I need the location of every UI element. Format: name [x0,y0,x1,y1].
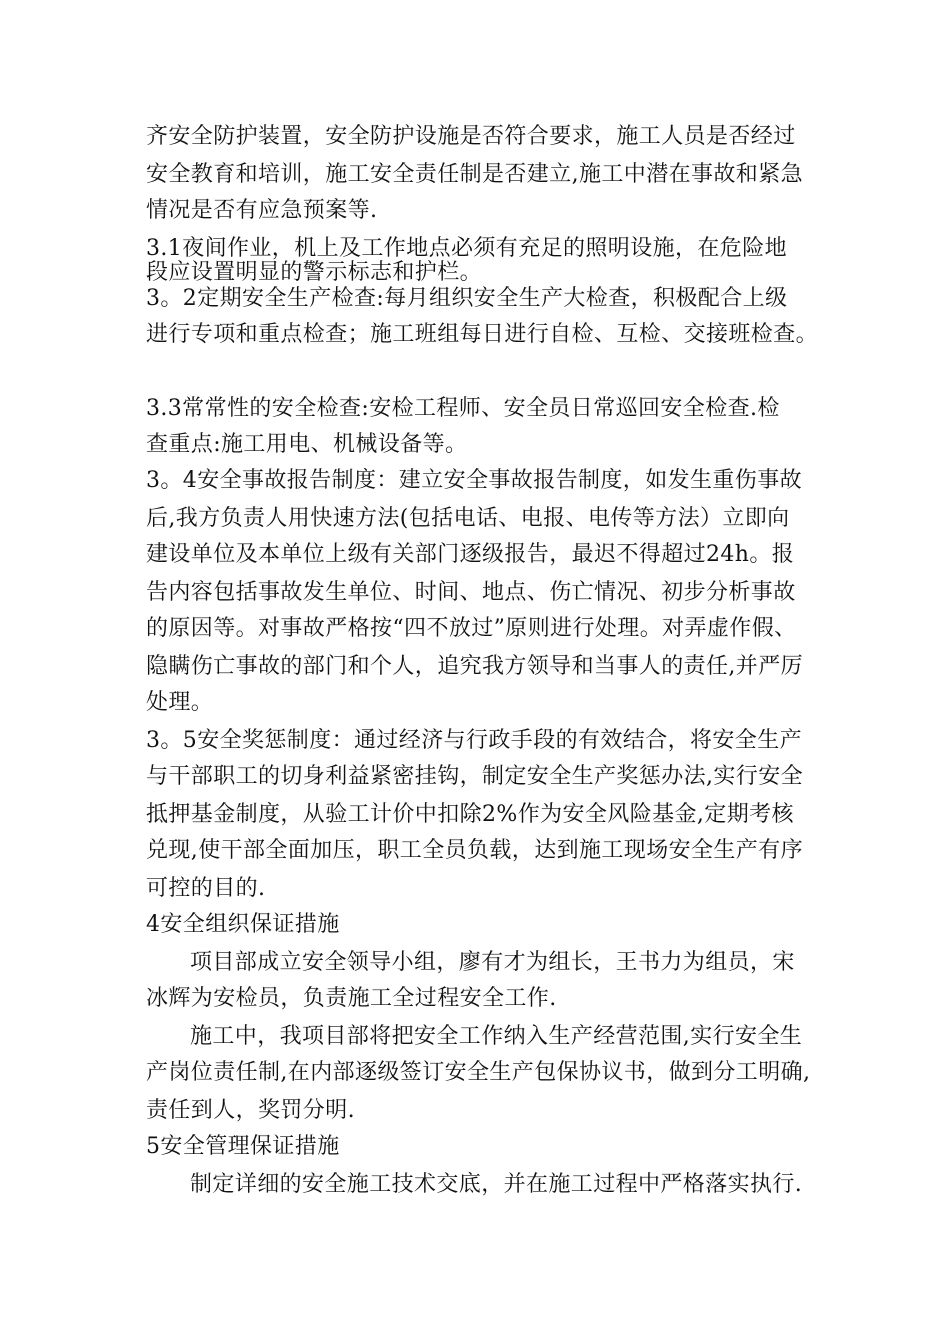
text-line: 隐瞒伤亡事故的部门和个人，追究我方领导和当事人的责任,并严厉 [146,654,803,679]
section-heading: 4安全组织保证措施 [146,912,340,937]
text-line: 3。5安全奖惩制度：通过经济与行政手段的有效结合，将安全生产 [146,728,802,753]
text-line: 产岗位责任制,在内部逐级签订安全生产包保协议书，做到分工明确, [146,1060,811,1085]
text-line: 查重点:施工用电、机械设备等。 [146,432,468,457]
text-line: 处理。 [146,690,214,715]
text-line: 项目部成立安全领导小组，廖有才为组长，王书力为组员，宋 [190,950,795,975]
text-line: 建设单位及本单位上级有关部门逐级报告，最迟不得超过24h。报 [146,542,795,567]
text-line: 3.3常常性的安全检查:安检工程师、安全员日常巡回安全检查.检 [146,396,780,421]
text-line: 告内容包括事故发生单位、时间、地点、伤亡情况、初步分析事故 [146,580,796,605]
text-line: 兑现,使干部全面加压，职工全员负载，达到施工现场安全生产有序 [146,838,803,863]
text-line: 冰辉为安检员，负责施工全过程安全工作. [146,986,557,1011]
text-line: 施工中，我项目部将把安全工作纳入生产经营范围,实行安全生 [190,1024,803,1049]
text-line: 与干部职工的切身利益紧密挂钩，制定安全生产奖惩办法,实行安全 [146,764,803,789]
text-line: 3。2定期安全生产检查:每月组织安全生产大检查，积极配合上级 [146,286,788,311]
text-line: 情况是否有应急预案等. [146,198,378,223]
text-line: 3.1夜间作业，机上及工作地点必须有充足的照明设施，在危险地 [146,236,787,261]
text-line: 3。4安全事故报告制度：建立安全事故报告制度，如发生重伤事故 [146,468,802,493]
text-line: 抵押基金制度，从验工计价中扣除2%作为安全风险基金,定期考核 [146,802,794,827]
text-line: 可控的目的. [146,876,266,901]
text-line: 的原因等。对事故严格按“四不放过”原则进行处理。对弄虚作假、 [146,616,797,641]
text-line: 责任到人，奖罚分明. [146,1098,355,1123]
section-heading: 5安全管理保证措施 [146,1134,340,1159]
text-line: 齐安全防护装置，安全防护设施是否符合要求，施工人员是否经过 [146,124,796,149]
text-line: 进行专项和重点检查；施工班组每日进行自检、互检、交接班检查。 [146,322,819,347]
text-line: 安全教育和培训，施工安全责任制是否建立,施工中潜在事故和紧急 [146,162,803,187]
text-line: 段应设置明显的警示标志和护栏。 [146,260,483,285]
text-line: 制定详细的安全施工技术交底，并在施工过程中严格落实执行. [190,1172,803,1197]
text-line: 后,我方负责人用快速方法(包括电话、电报、电传等方法）立即向 [146,506,790,531]
